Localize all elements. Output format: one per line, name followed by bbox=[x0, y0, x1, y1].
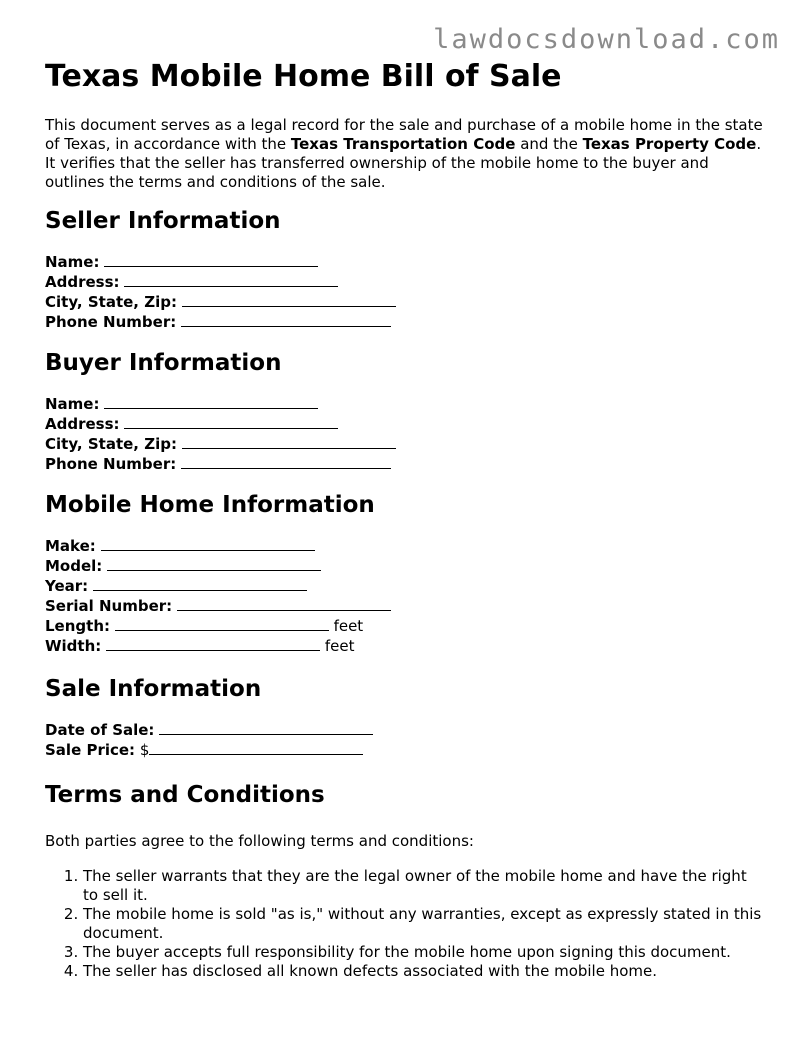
year-label: Year: bbox=[45, 577, 89, 595]
seller-phone-row bbox=[45, 312, 765, 332]
serial-label: Serial Number: bbox=[45, 597, 173, 615]
year-row bbox=[45, 576, 765, 596]
buyer-name-row bbox=[45, 394, 765, 414]
intro-paragraph bbox=[45, 116, 765, 192]
width-field[interactable] bbox=[106, 636, 320, 651]
currency-symbol: $ bbox=[139, 741, 150, 759]
buyer-name-label: Name: bbox=[45, 395, 100, 413]
mobile-home-heading: Mobile Home Information bbox=[45, 492, 375, 518]
intro-code-transportation: Texas Transportation Code bbox=[290, 135, 516, 153]
make-field[interactable] bbox=[101, 536, 315, 551]
seller-name-row bbox=[45, 252, 765, 272]
length-row bbox=[45, 616, 765, 636]
width-label: Width: bbox=[45, 637, 102, 655]
width-row bbox=[45, 636, 765, 656]
seller-address-row bbox=[45, 272, 765, 292]
sale-date-label: Date of Sale: bbox=[45, 721, 155, 739]
terms-item: 4. The seller has disclosed all known defects associated with the mobile home. bbox=[83, 962, 765, 981]
intro-code-property: Texas Property Code bbox=[582, 135, 757, 153]
year-field[interactable] bbox=[93, 576, 307, 591]
serial-field[interactable] bbox=[177, 596, 391, 611]
model-field[interactable] bbox=[107, 556, 321, 571]
terms-item: 2. The mobile home is sold "as is," without any warranties, except as expressly stated in this document. bbox=[83, 905, 765, 943]
terms-heading: Terms and Conditions bbox=[45, 782, 325, 808]
sale-price-row bbox=[45, 740, 765, 760]
terms-item: 1. The seller warrants that they are the legal owner of the mobile home and have the right to sell it. bbox=[83, 867, 765, 905]
sale-price-label: Sale Price: bbox=[45, 741, 136, 759]
seller-city-field[interactable] bbox=[182, 292, 396, 307]
watermark-text: lawdocsdownload.com bbox=[433, 24, 780, 55]
seller-heading: Seller Information bbox=[45, 208, 281, 234]
buyer-address-label: Address: bbox=[45, 415, 120, 433]
seller-fields bbox=[45, 252, 765, 332]
buyer-phone-label: Phone Number: bbox=[45, 455, 177, 473]
seller-name-field[interactable] bbox=[104, 252, 318, 267]
buyer-phone-row bbox=[45, 454, 765, 474]
model-row bbox=[45, 556, 765, 576]
length-unit: feet bbox=[333, 617, 364, 635]
buyer-address-row bbox=[45, 414, 765, 434]
document-title: Texas Mobile Home Bill of Sale bbox=[45, 59, 562, 94]
buyer-fields bbox=[45, 394, 765, 474]
buyer-address-field[interactable] bbox=[124, 414, 338, 429]
sale-heading: Sale Information bbox=[45, 676, 262, 702]
buyer-city-field[interactable] bbox=[182, 434, 396, 449]
document-page bbox=[45, 58, 765, 981]
seller-name-label: Name: bbox=[45, 253, 100, 271]
seller-address-field[interactable] bbox=[124, 272, 338, 287]
terms-intro: Both parties agree to the following terms and conditions: bbox=[45, 832, 474, 850]
terms-item: 3. The buyer accepts full responsibility for the mobile home upon signing this document. bbox=[83, 943, 765, 962]
length-label: Length: bbox=[45, 617, 110, 635]
seller-phone-label: Phone Number: bbox=[45, 313, 177, 331]
sale-date-field[interactable] bbox=[159, 720, 373, 735]
terms-list bbox=[45, 867, 765, 981]
buyer-heading: Buyer Information bbox=[45, 350, 282, 376]
make-label: Make: bbox=[45, 537, 96, 555]
seller-city-row bbox=[45, 292, 765, 312]
buyer-city-label: City, State, Zip: bbox=[45, 435, 177, 453]
intro-text-1: This document serves as a legal record for the sale and purchase of a mobile home in the state of Texas, in accordance with the bbox=[45, 116, 763, 153]
mobile-home-fields bbox=[45, 536, 765, 656]
buyer-city-row bbox=[45, 434, 765, 454]
seller-address-label: Address: bbox=[45, 273, 120, 291]
sale-fields bbox=[45, 720, 765, 760]
seller-city-label: City, State, Zip: bbox=[45, 293, 177, 311]
width-unit: feet bbox=[324, 637, 355, 655]
model-label: Model: bbox=[45, 557, 103, 575]
seller-phone-field[interactable] bbox=[181, 312, 391, 327]
sale-date-row bbox=[45, 720, 765, 740]
make-row bbox=[45, 536, 765, 556]
serial-row bbox=[45, 596, 765, 616]
intro-text-3: . It verifies that the seller has transferred ownership of the mobile home to the buyer and outlines the terms and conditions of the sale. bbox=[45, 135, 762, 191]
buyer-name-field[interactable] bbox=[104, 394, 318, 409]
sale-price-field[interactable] bbox=[149, 740, 363, 755]
buyer-phone-field[interactable] bbox=[181, 454, 391, 469]
intro-text-2: and the bbox=[515, 135, 583, 153]
length-field[interactable] bbox=[115, 616, 329, 631]
